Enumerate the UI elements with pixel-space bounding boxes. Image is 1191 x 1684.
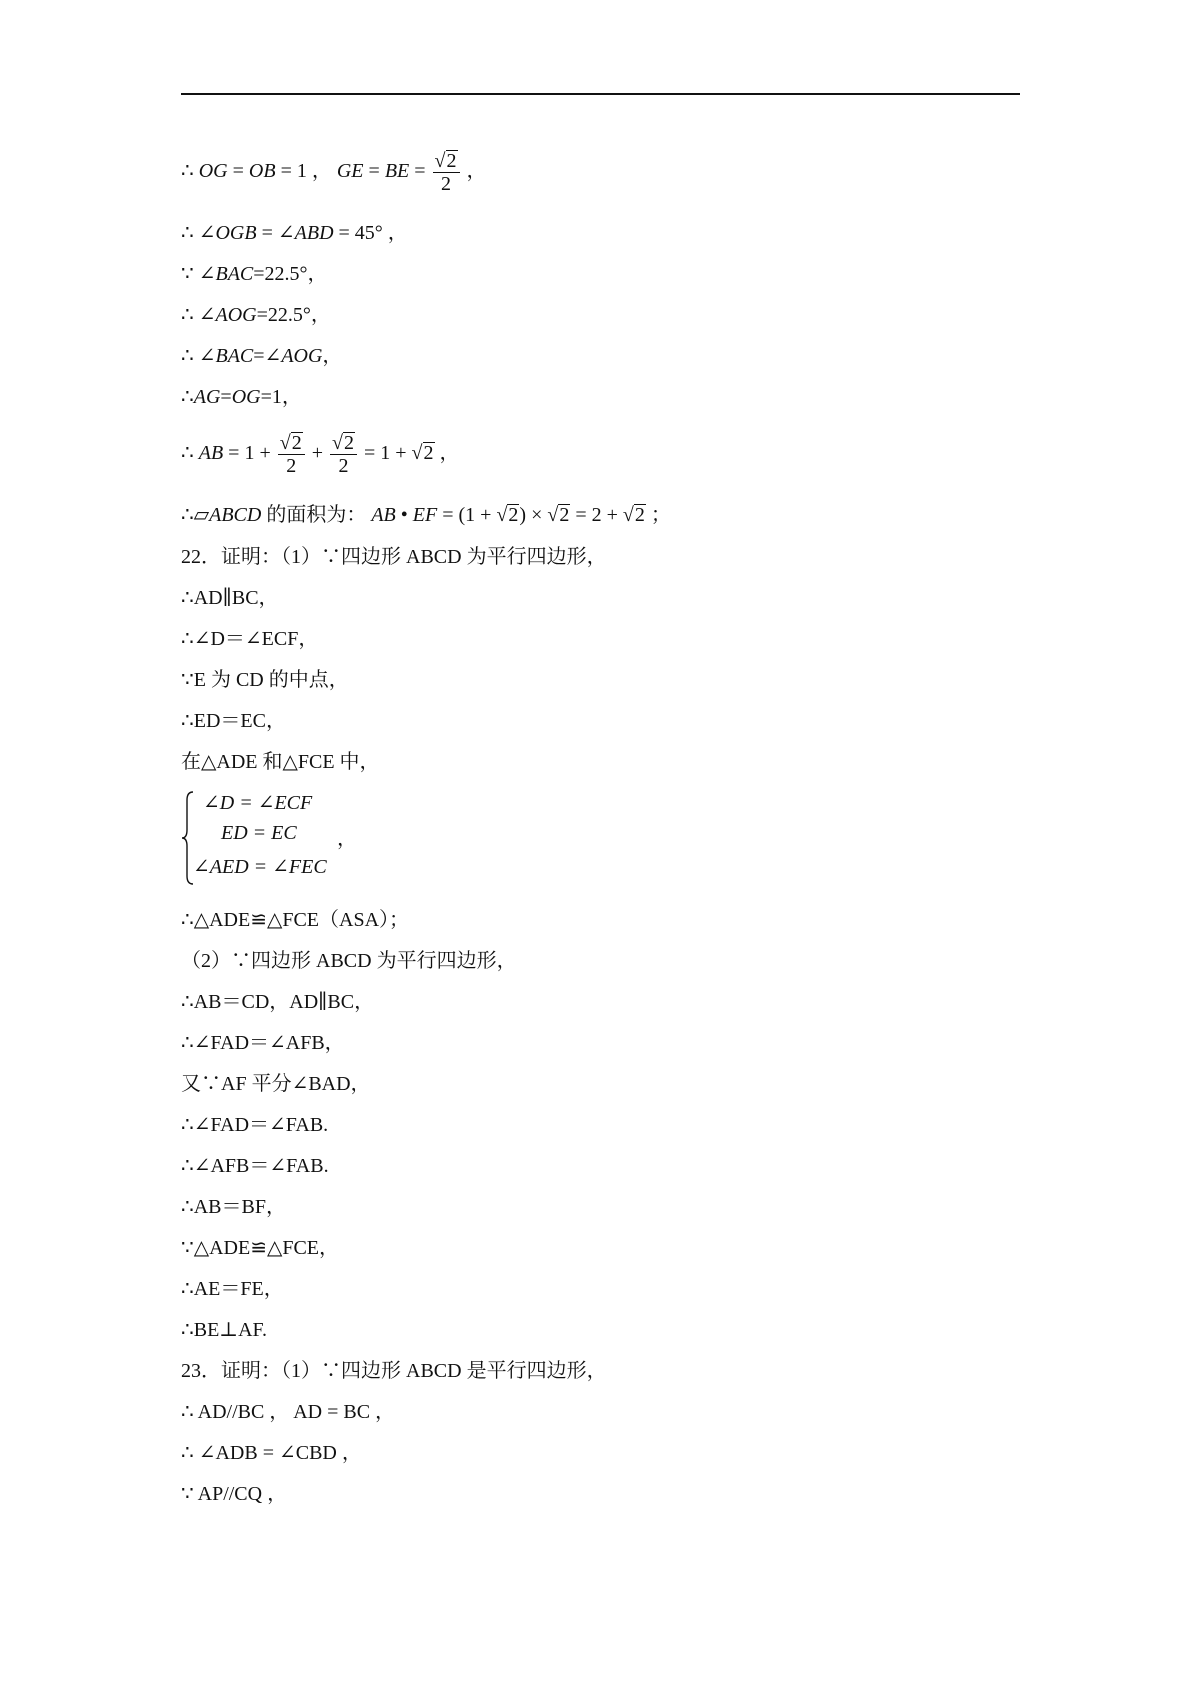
proof-line-21: ∴∠AFB＝∠FAB.: [181, 1155, 329, 1177]
proof-line-27: ∴ AD//BC ， AD = BC ，: [181, 1401, 396, 1423]
proof-line-24: ∴AE＝FE，: [181, 1278, 284, 1300]
proof-line-25: ∴BE⊥AF.: [181, 1319, 268, 1341]
proof-line-18: ∴∠FAD＝∠AFB，: [181, 1032, 345, 1054]
proof-line-3: ∵ ∠BAC=22.5°，: [181, 263, 328, 285]
proof-line-6: ∴AG=OG=1，: [181, 386, 302, 408]
system-row-1: ∠D = ∠ECF: [203, 792, 313, 814]
proof-line-11: ∴∠D＝∠ECF，: [181, 628, 319, 650]
proof-line-15: ∴△ADE≌△FCE（ASA）；: [181, 909, 410, 931]
proof-line-10: ∴AD∥BC，: [181, 587, 279, 609]
proof-line-4: ∴ ∠AOG=22.5°，: [181, 304, 331, 326]
fraction-sqrt2-over-2: $\frac{√2}{2}$: [278, 432, 305, 477]
proof-line-8: ∴▱ABCD 的面积为： AB • EF = (1 + √2) × √2 = 2 + √2 ；: [181, 504, 671, 526]
proof-line-9: 22．证明：（1）∵四边形 ABCD 为平行四边形，: [181, 546, 607, 568]
proof-line-26: 23．证明：（1）∵四边形 ABCD 是平行四边形，: [181, 1360, 607, 1382]
header-rule: [181, 93, 1020, 95]
proof-line-7: ∴ AB = 1 + $\frac{√2}{2}$ + $\frac{√2}{2}$ = 1 + √2 ，: [181, 432, 460, 477]
proof-line-5: ∴ ∠BAC=∠AOG，: [181, 345, 343, 367]
proof-line-16: （2）∵四边形 ABCD 为平行四边形，: [181, 950, 517, 972]
system-row-2: ED = EC: [221, 822, 297, 844]
proof-line-13: ∴ED＝EC，: [181, 710, 286, 732]
equation-system: [181, 790, 381, 886]
proof-line-14: 在△ADE 和△FCE 中，: [181, 751, 380, 773]
system-row-3: ∠AED = ∠FEC: [193, 856, 327, 878]
proof-line-17: ∴AB＝CD，AD∥BC，: [181, 991, 375, 1013]
fraction-sqrt2-over-2: $\frac{√2}{2}$: [330, 432, 357, 477]
proof-line-12: ∵E 为 CD 的中点，: [181, 669, 349, 691]
proof-line-1: ∴ OG = OB = 1 ， GE = BE = $\frac{√2}{2}$ ，: [181, 150, 487, 195]
proof-line-2: ∴ ∠OGB = ∠ABD = 45° ，: [181, 222, 408, 244]
proof-line-20: ∴∠FAD＝∠FAB.: [181, 1114, 329, 1136]
proof-line-29: ∵ AP//CQ ，: [181, 1483, 288, 1505]
fraction-sqrt2-over-2: $\frac{√2}{2}$: [433, 150, 460, 195]
proof-line-23: ∵△ADE≌△FCE，: [181, 1237, 340, 1259]
proof-line-19: 又∵AF 平分∠BAD，: [181, 1073, 371, 1095]
system-comma: ，: [337, 828, 357, 850]
proof-line-22: ∴AB＝BF，: [181, 1196, 286, 1218]
proof-line-28: ∴ ∠ADB = ∠CBD ，: [181, 1442, 362, 1464]
